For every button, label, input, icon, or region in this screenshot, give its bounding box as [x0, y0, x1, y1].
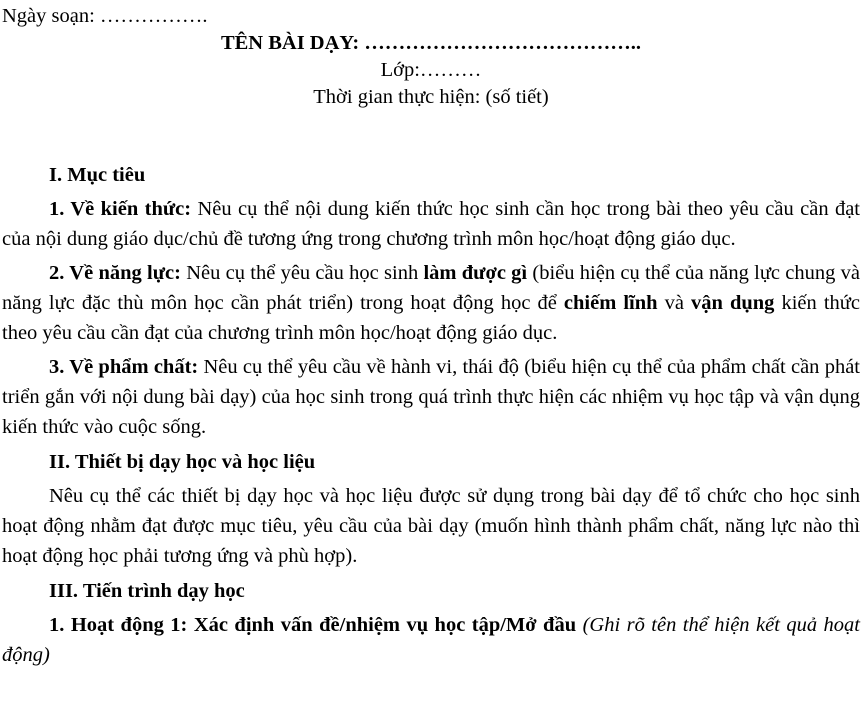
competence-label: 2. Về năng lực:	[49, 262, 187, 284]
competence-bold-2: chiếm lĩnh	[563, 292, 658, 314]
competence-text-2: (biểu hiện cụ thể của năng lực chung và năng lực đặc thù môn học cần phát triển) trong hoạt động học để	[2, 262, 861, 314]
section-equipment-heading: II. Thiết bị dạy học và học liệu	[49, 451, 316, 473]
competence-bold-3: vận dụng	[691, 292, 775, 314]
class-line: Lớp:………	[380, 59, 482, 81]
quality-text: Nêu cụ thể yêu cầu về hành vi, thái độ (biểu hiện cụ thể của phẩm chất cần phát triển gắn với nội dung bài dạy) của học sinh trong quá trình thực hiện các nhiệm vụ học tập và vận dụng kiến thức vào cuộc sống.	[2, 356, 860, 438]
knowledge-label: 1. Về kiến thức:	[49, 198, 198, 220]
duration-line: Thời gian thực hiện: (số tiết)	[313, 86, 549, 108]
paragraph-activity1	[2, 610, 860, 670]
activity1-note: (Ghi rõ tên thể hiện kết quả hoạt động)	[2, 614, 860, 666]
lesson-title: TÊN BÀI DẠY: …………………………………..	[220, 32, 642, 54]
date-line: Ngày soạn: …………….	[2, 5, 208, 27]
section-process-heading: III. Tiến trình dạy học	[49, 580, 245, 602]
activity1-label: 1. Hoạt động 1: Xác định vấn đề/nhiệm vụ học tập/Mở đầu	[49, 614, 583, 636]
paragraph-equipment: Nêu cụ thể các thiết bị dạy học và học liệu được sử dụng trong bài dạy để tổ chức cho học sinh hoạt động nhằm đạt được mục tiêu, yêu cầu của bài dạy (muốn hình thành phẩm chất, năng lực nào thì hoạt động học phải tương ứng và phù hợp).	[2, 485, 860, 567]
competence-bold-1: làm được gì	[423, 262, 528, 284]
knowledge-text: Nêu cụ thể nội dung kiến thức học sinh cần học trong bài theo yêu cầu cần đạt của nội dung giáo dục/chủ đề tương ứng trong chương trình môn học/hoạt động giáo dục.	[2, 198, 860, 250]
quality-label: 3. Về phẩm chất:	[49, 356, 204, 378]
paragraph-quality	[2, 352, 860, 442]
competence-text-3: và	[657, 292, 691, 314]
paragraph-knowledge	[2, 194, 860, 254]
section-objectives-heading: I. Mục tiêu	[49, 164, 146, 186]
competence-text-1: Nêu cụ thể yêu cầu học sinh	[186, 262, 424, 284]
paragraph-competence	[2, 258, 860, 348]
competence-text-4: kiến thức theo yêu cầu cần đạt của chương trình môn học/hoạt động giáo dục.	[2, 292, 860, 344]
